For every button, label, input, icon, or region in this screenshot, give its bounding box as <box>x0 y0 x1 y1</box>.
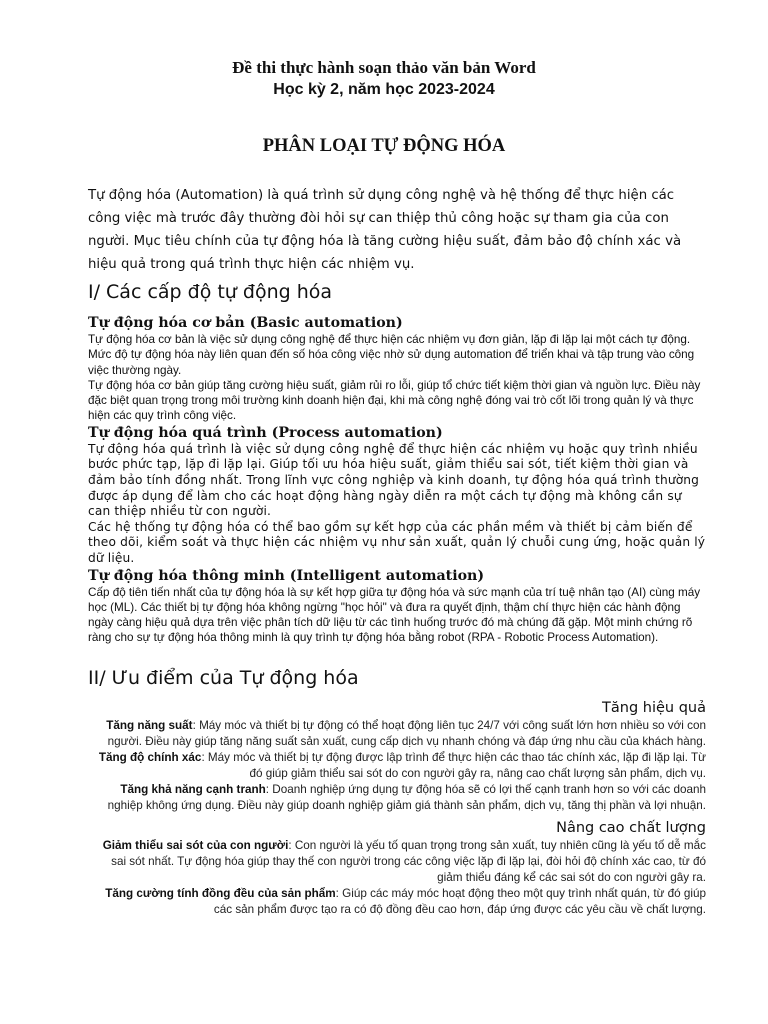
efficiency-item <box>88 750 706 782</box>
quality-item <box>88 838 706 886</box>
item-text: : Giúp các máy móc hoạt động theo một quy trình nhất quán, từ đó giúp các sản phẩm được tạo ra có độ đồng đều cao hơn, đáp ứng được các yêu cầu về chất lượng. <box>213 886 706 916</box>
efficiency-heading: Tăng hiệu quả <box>602 699 706 716</box>
item-text: : Doanh nghiệp ứng dụng tự động hóa sẽ có lợi thế cạnh tranh hơn so với các doanh nghiệp không ứng dụng. Điều này giúp doanh nghiệp giảm giá thành sản phẩm, dịch vụ, tăng thị phần và lợi nhuận. <box>107 782 706 812</box>
intelligent-automation-p1: Cấp độ tiên tiến nhất của tự động hóa là sự kết hợp giữa tự động hóa và sức mạnh của trí tuệ nhân tạo (AI) cùng máy học (ML). Các thiết bị tự động hóa không ngừng "học hỏi" và đưa ra quyết định, thậm chí thực hiện các hành động ngày càng hiệu quả dựa trên việc phân tích dữ liệu từ các tình huống trước đó mà chúng đã gặp. Một minh chứng rõ ràng cho sự tự động hóa thông minh là quy trình tự động hóa bằng robot (RPA - Robotic Process Automation). <box>88 585 701 645</box>
process-automation-heading: Tự động hóa quá trình (Process automation) <box>88 424 443 441</box>
section1-heading: I/ Các cấp độ tự động hóa <box>88 281 333 303</box>
quality-heading: Nâng cao chất lượng <box>556 819 706 836</box>
document-body <box>88 184 706 918</box>
main-title: PHÂN LOẠI TỰ ĐỘNG HÓA <box>262 136 506 156</box>
efficiency-item <box>88 782 706 814</box>
process-automation-p2: Các hệ thống tự động hóa có thể bao gồm sự kết hợp của các phần mềm và thiết bị cảm biến để theo dõi, kiểm soát và thực hiện các nhiệm vụ như sản xuất, quản lý chuỗi cung ứng, hoặc quản lý dữ liệu. <box>88 519 706 565</box>
exam-title: Đề thi thực hành soạn thảo văn bản Word <box>232 58 536 77</box>
item-text: : Máy móc và thiết bị tự động có thể hoạt động liên tục 24/7 với công suất lớn hơn nhiều so với con người. Điều này giúp tăng năng suất sản xuất, cung cấp dịch vụ nhanh chóng và đáp ứng nhu cầu của khách hàng. <box>107 718 706 748</box>
item-text: : Con người là yếu tố quan trọng trong sản xuất, tuy nhiên cũng là yếu tố dễ mắc sai sót nhất. Tự động hóa giúp thay thế con người trong các công việc lặp đi lặp lại, đòi hỏi độ chính xác cao, từ đó giảm thiểu đáng kể các sai sót do con người gây ra. <box>111 838 706 884</box>
quality-item <box>88 886 706 918</box>
item-term: Tăng độ chính xác <box>98 750 202 764</box>
item-term: Giảm thiểu sai sót của con người <box>102 838 289 852</box>
basic-automation-p1: Tự động hóa cơ bản là việc sử dụng công nghệ để thực hiện các nhiệm vụ đơn giản, lặp đi lặp lại một cách tự động. Mức độ tự động hóa này liên quan đến số hóa công việc nhờ sử dụng automation để triển khai và tập trung vào công việc thường ngày. <box>88 333 695 377</box>
efficiency-item <box>88 718 706 750</box>
basic-automation-p2: Tự động hóa cơ bản giúp tăng cường hiệu suất, giảm rủi ro lỗi, giúp tổ chức tiết kiệm thời gian và nguồn lực. Điều này đặc biệt quan trọng trong môi trường kinh doanh hiện đại, khi mà công nghệ đóng vai trò cốt lõi trong quản lý và thực hiện các quy trình công việc. <box>88 378 701 423</box>
semester-title: Học kỳ 2, năm học 2023-2024 <box>273 81 495 98</box>
section2-heading: II/ Ưu điểm của Tự động hóa <box>88 666 359 689</box>
item-term: Tăng khả năng cạnh tranh <box>120 782 266 796</box>
basic-automation-heading: Tự động hóa cơ bản (Basic automation) <box>88 315 403 331</box>
item-term: Tăng năng suất <box>106 718 193 732</box>
item-term: Tăng cường tính đồng đều của sản phẩm <box>105 886 336 900</box>
intelligent-automation-heading: Tự động hóa thông minh (Intelligent automation) <box>88 567 485 584</box>
item-text: : Máy móc và thiết bị tự động được lập trình để thực hiện các thao tác chính xác, lặp đi lặp lại. Từ đó giúp giảm thiểu sai sót do con người gây ra, nâng cao chất lượng sản phẩm, dịch vụ. <box>201 750 706 780</box>
process-automation-p1: Tự động hóa quá trình là việc sử dụng công nghệ để thực hiện các nhiệm vụ hoặc quy trình nhiều bước phức tạp, lặp đi lặp lại. Giúp tối ưu hóa hiệu suất, giảm thiểu sai sót, tiết kiệm thời gian và đảm bảo tính đồng nhất. Trong lĩnh vực công nghiệp và kinh doanh, tự động hóa quá trình thường được áp dụng để làm cho các hoạt động hàng ngày diễn ra một cách tự động mà không cần sự can thiệp nhiều từ con người. <box>88 441 700 519</box>
intro-paragraph: Tự động hóa (Automation) là quá trình sử dụng công nghệ và hệ thống để thực hiện các công việc mà trước đây thường đòi hỏi sự can thiệp thủ công hoặc sự tham gia của con người. Mục tiêu chính của tự động hóa là tăng cường hiệu suất, đảm bảo độ chính xác và hiệu quả trong quá trình thực hiện các nhiệm vụ. <box>88 188 682 272</box>
